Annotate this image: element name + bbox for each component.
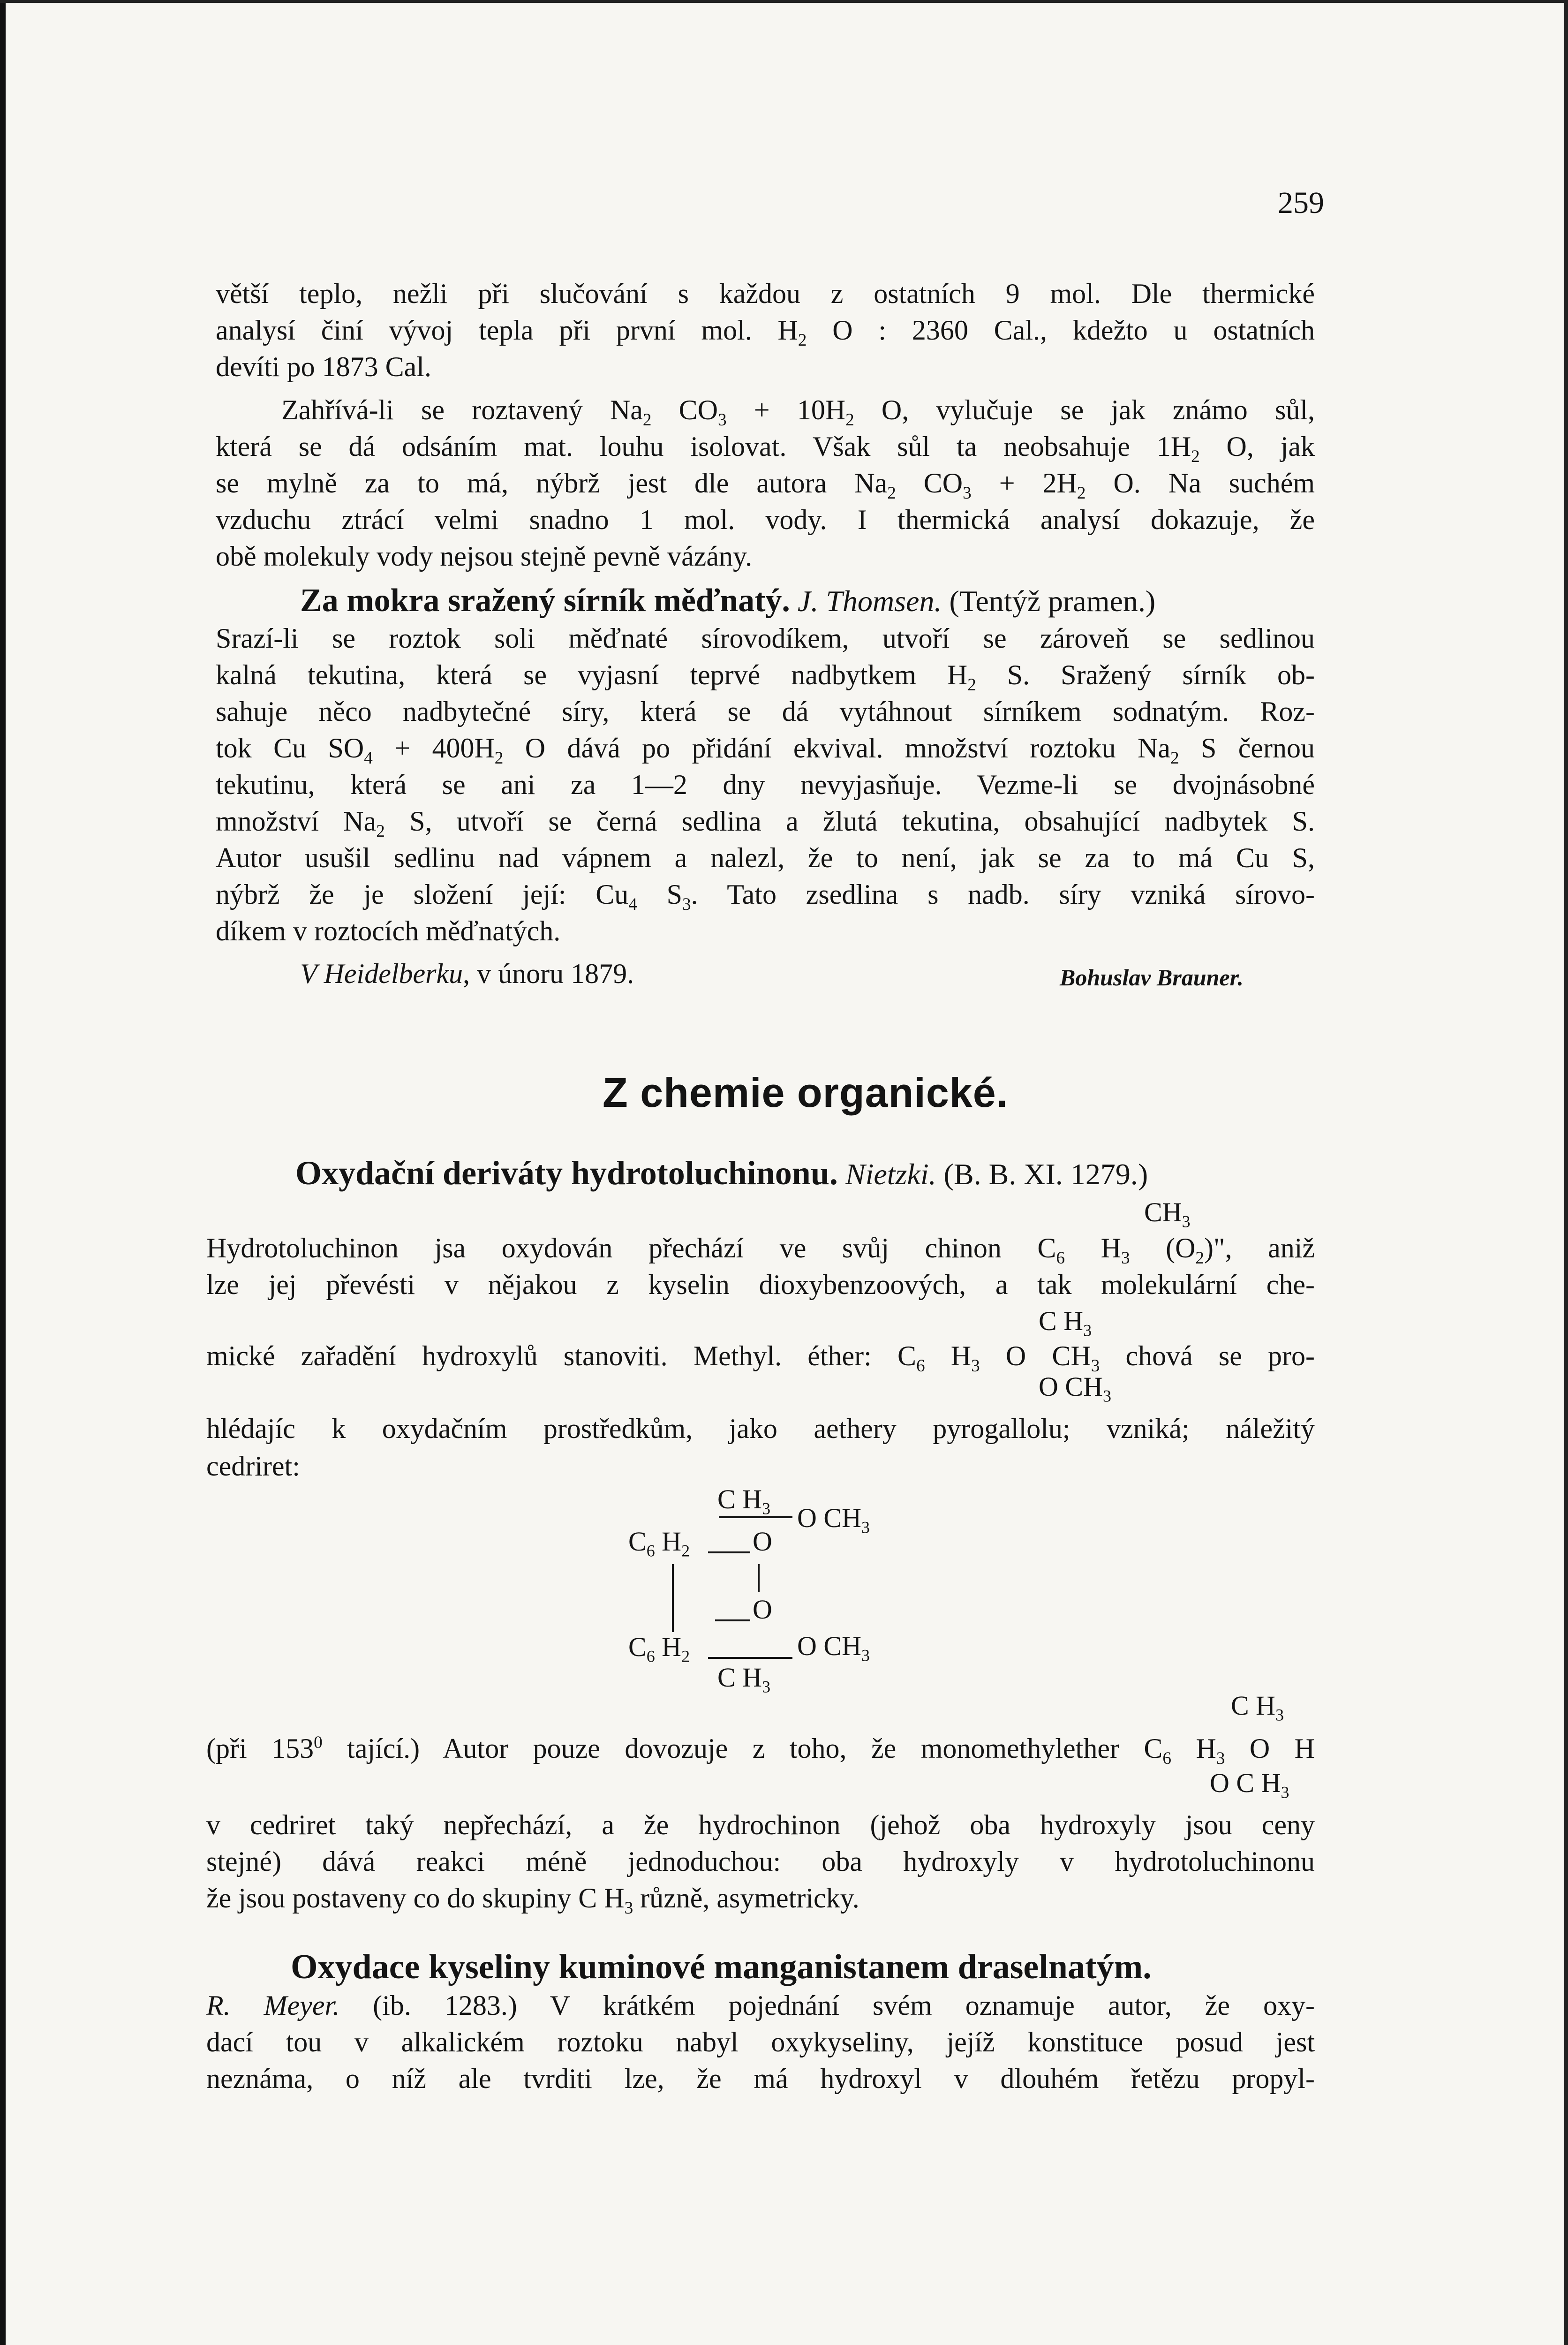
- article-source: (Tentýž pramen.): [949, 584, 1156, 618]
- article-heading: [295, 1156, 1148, 1191]
- text-line: stejné) dává reakci méně jednoduchou: oba hydroxyly v hydrotoluchinonu: [206, 1846, 1315, 1877]
- text-line: analysí činí vývoj tepla při první mol. $H_2$ O : 2360 Cal., kdežto u ostatních: [216, 315, 1315, 350]
- formula-ch3: C $H_3$: [1039, 1306, 1092, 1340]
- section-title: Z chemie organické.: [603, 1069, 1009, 1116]
- formula-och3-top: O $CH_3$: [797, 1503, 870, 1537]
- article-title: Za mokra sražený sírník měďnatý.: [300, 582, 790, 619]
- formula-och3: O C $H_3$: [1210, 1768, 1289, 1802]
- text-line: Srazí-li se roztok soli měďnaté sírovodíkem, utvoří se zároveň se sedlinou: [216, 623, 1315, 654]
- text-line: mické zařadění hydroxylů stanoviti. Methyl. éther: $C_6$ $H_3$ O $CH_3$ chová se pro-: [206, 1340, 1315, 1376]
- text-line: v cedriret taký nepřechází, a že hydrochinon (jehož oba hydroxyly jsou ceny: [206, 1809, 1315, 1840]
- text-line: devíti po 1873 Cal.: [216, 351, 431, 382]
- text-line: díkem v roztocích měďnatých.: [216, 915, 561, 946]
- article-source: (B. B. XI. 1279.): [943, 1157, 1148, 1191]
- article-title: Oxydační deriváty hydrotoluchinonu.: [295, 1154, 838, 1192]
- text-line: neznáma, o níž ale tvrditi lze, že má hydroxyl v dlouhém řetězu propyl-: [206, 2063, 1315, 2094]
- text-line: se mylně za to má, nýbrž jest dle autora $Na_2$ $CO_3 + 2H_2$ O. Na suchém: [216, 468, 1315, 503]
- article-author: J. Thomsen.: [797, 584, 942, 618]
- text-line: sahuje něco nadbytečné síry, která se dá vytáhnout sírníkem sodnatým. Roz-: [216, 696, 1315, 727]
- text-line: tok Cu $SO_4 + 400H_2$ O dává po přidání ekvival. množství roztoku $Na_2$ S černou: [216, 733, 1315, 768]
- scan-right-edge: [1564, 0, 1568, 2345]
- text-line: kalná tekutina, která se vyjasní teprvé nadbytkem $H_2$ S. Sražený sírník ob-: [216, 659, 1315, 695]
- formula-och3: O $CH_3$: [1039, 1371, 1111, 1406]
- text-line: Autor usušil sedlinu nad vápnem a nalezl, že to není, jak se za to má Cu S,: [216, 842, 1315, 873]
- page-number: 259: [1278, 186, 1324, 220]
- text-line: cedriret:: [206, 1451, 300, 1482]
- signature: Bohuslav Brauner.: [1060, 964, 1244, 991]
- article-author: Nietzki.: [845, 1157, 936, 1191]
- scan-left-edge: [0, 0, 6, 2345]
- formula-ch3-top: C $H_3$: [717, 1484, 771, 1518]
- text-line: R. Meyer. (ib. 1283.) V krátkém pojednání svém oznamuje autor, že oxy-: [206, 1990, 1315, 2021]
- text-line: vzduchu ztrácí velmi snadno 1 mol. vody. I thermická analysí dokazuje, že: [216, 504, 1315, 535]
- text-line: hlédajíc k oxydačním prostředkům, jako aethery pyrogallolu; vzniká; náležitý: [206, 1413, 1315, 1444]
- article-title: Oxydace kyseliny kuminové manganistanem draselnatým.: [291, 1948, 1152, 1986]
- text-line: větší teplo, nežli při slučování s každou z ostatních 9 mol. Dle thermické: [216, 278, 1315, 309]
- text-line: že jsou postaveny co do skupiny C $H_3$ různě, asymetricky.: [206, 1883, 859, 1918]
- article-heading: [300, 584, 1155, 618]
- formula-ch3-bottom: C $H_3$: [717, 1662, 771, 1696]
- formula-och3-bottom: O $CH_3$: [797, 1631, 870, 1665]
- text-line: tekutinu, která se ani za 1—2 dny nevyjasňuje. Vezme-li se dvojnásobné: [216, 769, 1315, 800]
- text-line: Hydrotoluchinon jsa oxydován přechází ve svůj chinon $C_6$ $H_3$ $(O_2)$", aniž: [206, 1233, 1315, 1268]
- formula-c6h2-bottom: $C_6$ $H_2$: [628, 1632, 690, 1666]
- text-line: která se dá odsáním mat. louhu isolovat. Však sůl ta neobsahuje $1H_2$ O, jak: [216, 431, 1315, 466]
- text-line: Zahřívá-li se roztavený $Na_2$ $CO_3 + 10H_2$ O, vylučuje se jak známo sůl,: [281, 394, 1315, 430]
- scan-top-edge: [0, 0, 1568, 3]
- text-line: (při $153^0$ tající.) Autor pouze dovozuje z toho, že monomethylether $C_6$ $H_3$ O H: [206, 1733, 1315, 1768]
- formula-ch3: $CH_3$: [1144, 1197, 1191, 1231]
- formula-c6h2-top: $C_6$ $H_2$: [628, 1526, 690, 1560]
- formula-o-top: O: [753, 1526, 772, 1557]
- formula-o-mid: O: [753, 1594, 772, 1625]
- text-line: dací tou v alkalickém roztoku nabyl oxykyseliny, jejíž konstituce posud jest: [206, 2027, 1315, 2058]
- formula-ch3: C $H_3$: [1231, 1690, 1284, 1725]
- text-line: nýbrž že je složení její: $Cu_4$ $S_3$. Tato zsedlina s nadb. síry vzniká sírovo-: [216, 879, 1315, 914]
- text-line: lze jej převésti v nějakou z kyselin dioxybenzoových, a tak molekulární che-: [206, 1269, 1315, 1300]
- text-line: obě molekuly vody nejsou stejně pevně vázány.: [216, 541, 753, 572]
- text-line: množství $Na_2$ S, utvoří se černá sedlina a žlutá tekutina, obsahující nadbytek S.: [216, 806, 1315, 841]
- place-date: V Heidelberku, v únoru 1879.: [300, 958, 634, 989]
